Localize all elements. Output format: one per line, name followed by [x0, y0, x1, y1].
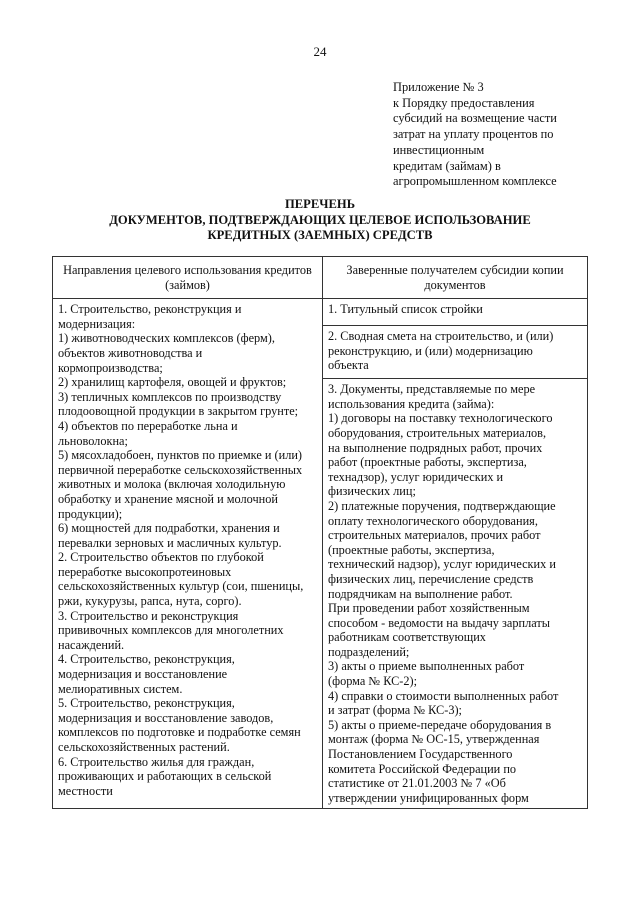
cell-text-line: 3) тепличных комплексов по производству	[58, 389, 282, 404]
cell-text-line: обработку и хранение мясной и молочной	[58, 491, 278, 506]
cell-text-line: утверждении унифицированных форм	[328, 790, 529, 805]
appendix-line: к Порядку предоставления	[393, 95, 535, 110]
cell-text-line: комитета Российской Федерации по	[328, 761, 517, 776]
cell-text-line: (проектные работы, экспертиза,	[328, 542, 495, 557]
cell-text-line: работ (проектные работы, экспертиза,	[328, 455, 527, 470]
cell-text-line: строительных материалов, прочих работ	[328, 528, 541, 543]
cell-text-line: проживающих и работающих в сельской	[58, 769, 272, 784]
cell-text-line: 3. Строительство и реконструкция	[58, 608, 239, 623]
cell-text-line: использования кредита (займа):	[328, 396, 495, 411]
cell-text-line: 2) хранилищ картофеля, овощей и фруктов;	[58, 375, 287, 390]
table-header-row	[53, 257, 588, 299]
appendix-line: затрат на уплату процентов по	[393, 127, 554, 142]
cell-text-line: 2. Строительство объектов по глубокой	[58, 550, 264, 565]
appendix-note	[393, 80, 583, 190]
appendix-line: Приложение № 3	[393, 80, 484, 94]
cell-text-line: сельскохозяйственных культур (сои, пшеницы,	[58, 579, 304, 594]
header-documents: Заверенные получателем субсидии копии документов	[323, 257, 588, 299]
cell-text-line: мелиоративных систем.	[58, 681, 183, 696]
cell-text-line: объектов животноводства и	[58, 345, 203, 360]
cell-text-line: технический надзор), услуг юридических и	[328, 557, 556, 572]
appendix-line: инвестиционным	[393, 142, 485, 157]
cell-text-line: 2) платежные поручения, подтверждающие	[328, 498, 556, 513]
cell-text-line: статистике от 21.01.2003 № 7 «Об	[328, 776, 506, 791]
cell-text-line: 4) объектов по переработке льна и	[58, 418, 238, 433]
cell-text-line: на выполнение подрядных работ, прочих	[328, 440, 543, 455]
cell-text-line: продукции);	[58, 506, 123, 521]
cell-text-line: комплексов по подготовке и подработке семян	[58, 725, 301, 740]
cell-text-line: монтаж (форма № ОС-15, утвержденная	[328, 732, 540, 747]
cell-text-line: 1. Строительство, реконструкция и	[58, 302, 242, 317]
cell-text-line: 3) акты о приеме выполненных работ	[328, 659, 525, 674]
title-line: ПЕРЕЧЕНЬ	[284, 197, 356, 211]
cell-text-line: 6. Строительство жилья для граждан,	[58, 754, 255, 769]
cell-text-line: насаждений.	[58, 637, 125, 652]
title-line: ДОКУМЕНТОВ, ПОДТВЕРЖДАЮЩИХ ЦЕЛЕВОЕ ИСПОЛЬЗОВАНИЕ	[109, 212, 531, 227]
cell-text-line: 1) животноводческих комплексов (ферм),	[58, 331, 275, 346]
cell-text-line: подразделений;	[328, 644, 410, 659]
cell-text-line: 1) договоры на поставку технологического	[328, 411, 553, 426]
documents-table	[52, 256, 588, 809]
cell-text-line: оборудования, строительных материалов,	[328, 425, 547, 440]
cell-text-line: сельскохозяйственных растений.	[58, 740, 230, 754]
cell-text-line: оплату технологического оборудования,	[328, 513, 538, 528]
cell-text-line: льноволокна;	[58, 433, 128, 448]
cell-text-line: прививочных комплексов для многолетних	[58, 623, 284, 638]
cell-text-line: 1. Титульный список стройки	[328, 302, 483, 317]
cell-text-line: кормопроизводства;	[58, 360, 163, 375]
cell-text-line: способом - ведомости на выдачу зарплаты	[328, 615, 550, 630]
title-line: КРЕДИТНЫХ (ЗАЕМНЫХ) СРЕДСТВ	[207, 228, 433, 243]
documents-cell-2	[323, 326, 588, 379]
documents-cell-3	[323, 379, 588, 809]
cell-text-line: и затрат (форма № КС-3);	[328, 703, 462, 718]
header-directions: Направления целевого использования кредитов (займов)	[53, 257, 323, 299]
cell-text-line: модернизация и восстановление	[58, 667, 228, 682]
appendix-line: субсидий на возмещение части	[393, 111, 557, 126]
cell-text-line: 4. Строительство, реконструкция,	[58, 652, 235, 667]
cell-text-line: первичной переработке сельскохозяйственных	[58, 462, 303, 477]
page-number: 24	[313, 44, 327, 59]
cell-text-line: (форма № КС-2);	[328, 674, 418, 689]
cell-text-line: ржи, кукурузы, рапса, нута, сорго).	[58, 594, 242, 609]
cell-text-line: 5. Строительство, реконструкция,	[58, 696, 235, 711]
cell-text-line: Постановлением Государственного	[328, 747, 513, 762]
cell-text-line: модернизация и восстановление заводов,	[58, 710, 274, 725]
documents-cell-1	[323, 299, 588, 326]
cell-text-line: 5) мясохладобоен, пунктов по приемке и (или)	[58, 448, 303, 463]
cell-text-line: работникам соответствующих	[328, 630, 486, 645]
cell-text-line: 3. Документы, представляемые по мере	[328, 382, 536, 397]
cell-text-line: При проведении работ хозяйственным	[328, 601, 530, 616]
directions-cell	[53, 299, 323, 809]
cell-text-line: физических лиц;	[328, 484, 416, 499]
cell-text-line: объекта	[328, 358, 369, 373]
cell-text-line: физических лиц, перечисление средств	[328, 571, 534, 586]
cell-text-line: 4) справки о стоимости выполненных работ	[328, 688, 559, 703]
cell-text-line: реконструкцию, и (или) модернизацию	[328, 343, 533, 358]
cell-text-line: переработке высокопротеиновых	[58, 564, 232, 579]
document-title	[60, 197, 580, 244]
cell-text-line: 6) мощностей для подработки, хранения и	[58, 521, 280, 536]
cell-text-line: перевалки зерновых и масличных культур.	[58, 535, 282, 550]
appendix-line: кредитам (займам) в	[393, 158, 501, 173]
cell-text-line: технадзор), услуг юридических и	[328, 469, 504, 484]
cell-text-line: плодоовощной продукции в закрытом грунте;	[58, 404, 299, 419]
cell-text-line: модернизация:	[58, 316, 136, 331]
cell-text-line: подрядчикам на выполнение работ.	[328, 586, 513, 601]
cell-text-line: местности	[58, 783, 113, 798]
cell-text-line: 2. Сводная смета на строительство, и (или)	[328, 329, 554, 344]
cell-text-line: 5) акты о приеме-передаче оборудования в	[328, 717, 552, 732]
cell-text-line: животных и молока (включая холодильную	[58, 477, 286, 492]
table-row	[53, 299, 588, 326]
appendix-line: агропромышленном комплексе	[393, 174, 557, 189]
